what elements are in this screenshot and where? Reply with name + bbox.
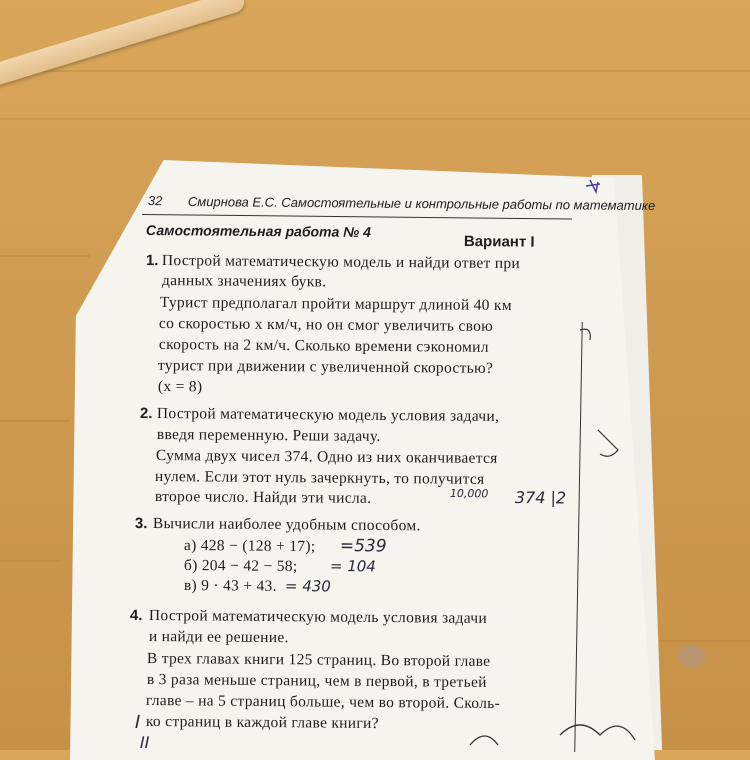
task-2-line: второе число. Найди эти числа.	[154, 488, 372, 507]
task-2-line: введя переменную. Реши задачу.	[156, 426, 381, 445]
handwritten-note: 374 |2	[514, 488, 567, 508]
margin-mark: I	[134, 712, 141, 734]
task-4-number: 4.	[129, 607, 143, 625]
task-3-number: 3.	[134, 515, 148, 533]
task-1-line: Построй математическую модель и найди ответ при	[161, 252, 521, 273]
task-1-line: скорость на 2 км/ч. Сколько времени сэкономил	[158, 336, 489, 356]
task-3-item-c: в) 9 · 43 + 43.	[183, 577, 277, 595]
margin-mark: II	[139, 733, 150, 753]
task-2-line: Построй математическую модель условия задачи,	[156, 405, 500, 425]
task-4-line: В трех главах книги 125 страниц. Во второй главе	[146, 650, 491, 670]
task-1-line: (x = 8)	[157, 378, 203, 396]
task-3-item-b: б) 204 − 42 − 58;	[183, 557, 298, 575]
handwritten-answer: = 104	[329, 557, 376, 576]
handwritten-answer: =539	[339, 536, 387, 557]
variant-label: Вариант I	[463, 233, 535, 251]
book-title: Смирнова Е.С. Самостоятельные и контрольные работы по математике	[187, 194, 656, 214]
task-3-item-a: а) 428 − (128 + 17);	[183, 537, 316, 556]
task-4-line: ко страниц в каждой главе книги?	[145, 713, 379, 733]
task-2-number: 2.	[139, 405, 153, 423]
task-1-line: данных значениях букв.	[161, 272, 327, 291]
task-1-line: Турист предполагал пройти маршрут длиной 40 км	[159, 294, 512, 315]
task-1-line: турист при движении с увеличенной скоростью?	[157, 357, 494, 377]
task-4-line: главе – на 5 страниц больше, чем во второй. Сколь-	[145, 692, 501, 713]
work-title: Самостоятельная работа № 4	[145, 222, 372, 240]
task-2-line: нулем. Если этот нуль зачеркнуть, то получится	[154, 468, 485, 488]
task-2-line: Сумма двух чисел 374. Одно из них оканчивается	[155, 447, 498, 467]
task-1-number: 1.	[145, 252, 159, 270]
handwritten-answer: = 430	[284, 577, 331, 596]
handwritten-note: 10,000	[449, 487, 489, 501]
task-1-line: со скоростью x км/ч, но он смог увеличить свою	[158, 315, 494, 335]
task-4-line: и найди ее решение.	[148, 628, 289, 647]
page-number: 32	[147, 193, 163, 209]
task-4-line: Построй математическую модель условия задачи	[148, 607, 488, 627]
task-3-line: Вычисли наиболее удобным способом.	[152, 515, 421, 535]
task-4-line: в 3 раза меньше страниц, чем в первой, в третьей	[146, 671, 487, 691]
